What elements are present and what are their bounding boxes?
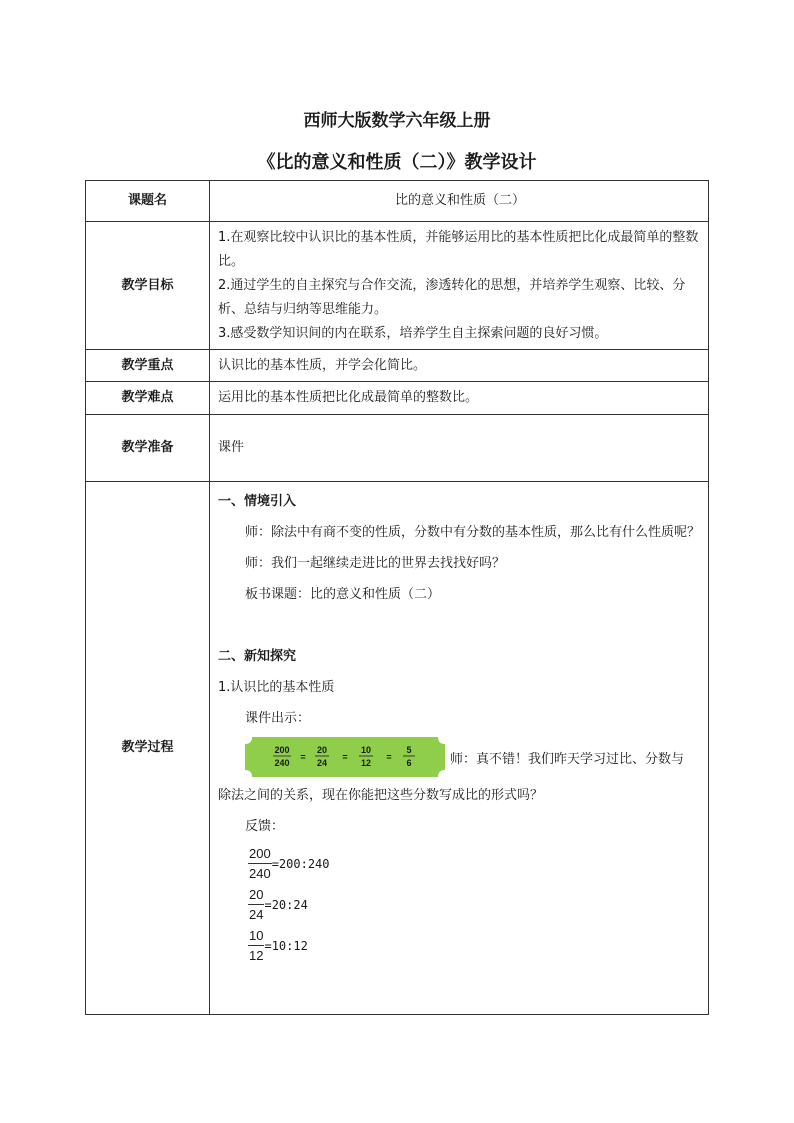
fraction-denominator: 12 (249, 948, 264, 963)
label-process: 教学过程 (86, 482, 210, 1015)
paragraph: 板书课题：比的意义和性质（二） (245, 587, 441, 602)
lesson-plan-table (85, 180, 709, 1015)
banner-equals: = (300, 752, 306, 762)
fraction-banner-image (244, 736, 446, 778)
fraction-ratio-line (218, 885, 702, 924)
banner-fraction-1-num: 200 (274, 745, 290, 755)
fraction-ratio-line (218, 926, 702, 965)
banner-fraction-2-den: 24 (316, 758, 328, 768)
document-subtitle: 《比的意义和性质（二）》教学设计 (257, 152, 537, 173)
ratio-text: =200:240 (271, 856, 330, 871)
goal-item: 2.通过学生的自主探究与合作交流，渗透转化的思想，并培养学生观察、比较、分析、总结与归纳等思维能力。 (218, 277, 686, 317)
banner-fraction-3-num: 10 (360, 745, 372, 755)
value-key: 认识比的基本性质，并学会化简比。 (210, 350, 709, 382)
row-goals (86, 222, 709, 350)
banner-fraction-4-den: 6 (406, 758, 412, 768)
value-topic: 比的意义和性质（二） (210, 181, 709, 222)
label-topic: 课题名 (86, 181, 210, 222)
label-prep: 教学准备 (86, 415, 210, 482)
value-prep: 课件 (210, 415, 709, 482)
paragraph: 师：我们一起继续走进比的世界去找找好吗？ (245, 556, 506, 571)
row-difficulty (86, 382, 709, 415)
banner-equals: = (386, 752, 392, 762)
section-heading: 二、新知探究 (218, 649, 297, 664)
fraction-denominator: 24 (249, 907, 264, 922)
value-goals (210, 222, 709, 350)
ratio-text: =20:24 (264, 897, 308, 912)
fraction-denominator: 240 (249, 866, 271, 881)
value-difficulty: 运用比的基本性质把比化成最简单的整数比。 (210, 382, 709, 415)
goal-item: 3.感受数学知识间的内在联系，培养学生自主探索问题的良好习惯。 (218, 325, 608, 341)
goal-item: 1.在观察比较中认识比的基本性质，并能够运用比的基本性质把比化成最简单的整数比。 (218, 229, 699, 269)
paragraph: 反馈： (245, 819, 285, 834)
paragraph: 师：除法中有商不变的性质，分数中有分数的基本性质，那么比有什么性质呢？ (245, 525, 701, 540)
label-key: 教学重点 (86, 350, 210, 382)
banner-fraction-1-den: 240 (274, 758, 290, 768)
row-key (86, 350, 709, 382)
document-title: 西师大版数学六年级上册 (303, 111, 491, 131)
banner-fraction-3-den: 12 (360, 758, 372, 768)
paragraph: 除法之间的关系，现在你能把这些分数写成比的形式吗？ (218, 788, 544, 803)
row-process (86, 482, 709, 1015)
row-topic (86, 181, 709, 222)
label-difficulty: 教学难点 (86, 382, 210, 415)
value-process (210, 482, 709, 1015)
fraction-numerator: 20 (248, 885, 264, 905)
banner-equals: = (342, 752, 348, 762)
fraction-numerator: 200 (248, 844, 272, 864)
section-heading: 一、情境引入 (218, 494, 297, 509)
subsection-heading: 1.认识比的基本性质 (218, 680, 335, 695)
row-prep (86, 415, 709, 482)
paragraph: 课件出示： (245, 711, 311, 726)
fraction-ratio-line (218, 844, 702, 883)
banner-fraction-4-num: 5 (406, 745, 412, 755)
label-goals: 教学目标 (86, 222, 210, 350)
ratio-text: =10:12 (264, 938, 308, 953)
paragraph: 师：真不错！我们昨天学习过比、分数与 (450, 752, 685, 767)
banner-fraction-2-num: 20 (316, 745, 328, 755)
fraction-numerator: 10 (248, 926, 264, 946)
